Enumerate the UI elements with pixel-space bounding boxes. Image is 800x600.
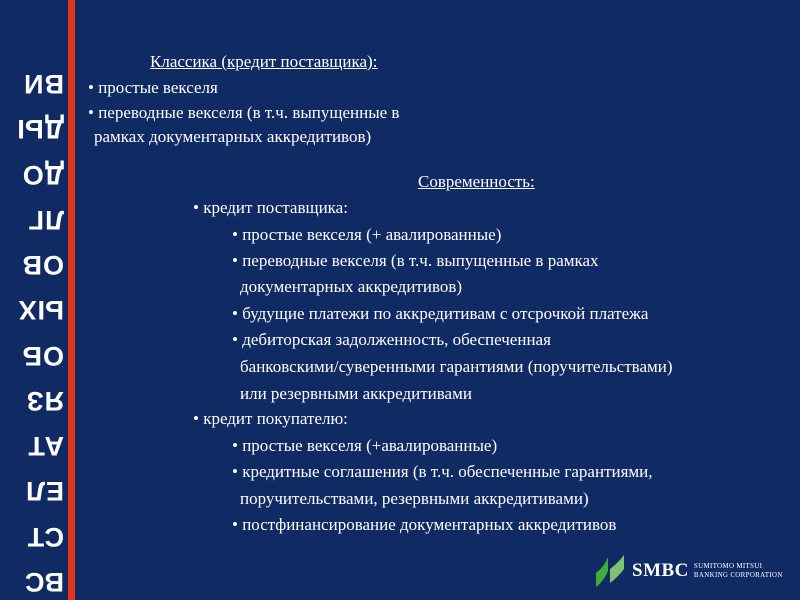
red-accent-stripe (68, 0, 75, 600)
vertical-title-line: ЛГ (27, 204, 64, 235)
vertical-title-line: ОВ (21, 250, 64, 281)
supplier-credit-item-continuation: банковскими/суверенными гарантиями (поручительствами) (240, 357, 673, 376)
classic-item-continuation: рамках документарных аккредитивов) (94, 127, 372, 146)
supplier-credit-item: • дебиторская задолженность, обеспеченная (232, 330, 551, 349)
logo-subtitle (694, 562, 783, 580)
supplier-credit-item: • простые векселя (+ авалированные) (232, 225, 502, 244)
smbc-leaf-icon (594, 553, 628, 589)
supplier-credit-item: • будущие платежи по аккредитивам с отсрочкой платежа (232, 304, 649, 323)
vertical-title-line: ЕЛ (25, 476, 64, 507)
left-band (0, 0, 64, 600)
smbc-logo (594, 551, 794, 591)
vertical-title (8, 70, 64, 595)
vertical-title-line: СТ (26, 521, 64, 552)
logo-subtitle-line: BANKING CORPORATION (693, 571, 783, 579)
vertical-title-line: ВС (24, 567, 64, 597)
buyer-credit-label: • кредит покупателю: (193, 409, 348, 428)
vertical-title-line: ВИ (23, 69, 64, 100)
classic-item: • переводные векселя (в т.ч. выпущенные в (88, 103, 400, 122)
supplier-credit-item: • переводные векселя (в т.ч. выпущенные в рамках (232, 251, 599, 270)
classic-heading: Классика (кредит поставщика): (150, 52, 378, 71)
buyer-credit-item: • простые векселя (+авалированные) (232, 436, 498, 455)
buyer-credit-item: • постфинансирование документарных аккредитивов (232, 515, 617, 534)
vertical-title-line: ЫХ (17, 295, 64, 326)
supplier-credit-item-continuation: документарных аккредитивов) (240, 277, 463, 296)
vertical-title-line: АТ (27, 431, 64, 462)
supplier-credit-label: • кредит поставщика: (193, 198, 348, 217)
vertical-title-line: ОБ (21, 340, 64, 371)
logo-brand: SMBC (632, 560, 689, 581)
vertical-title-line: ДО (21, 159, 64, 190)
buyer-credit-item: • кредитные соглашения (в т.ч. обеспеченные гарантиями, (232, 462, 653, 481)
buyer-credit-item-continuation: поручительствами, резервными аккредитивами) (240, 489, 589, 508)
vertical-title-line: ДЫ (16, 114, 64, 145)
logo-subtitle-line: SUMITOMO MITSUI (693, 562, 763, 570)
vertical-title-line: ЯЗ (25, 385, 64, 416)
supplier-credit-item-continuation: или резервными аккредитивами (240, 384, 472, 403)
classic-item: • простые векселя (88, 78, 218, 97)
modern-heading: Современность: (418, 172, 535, 191)
